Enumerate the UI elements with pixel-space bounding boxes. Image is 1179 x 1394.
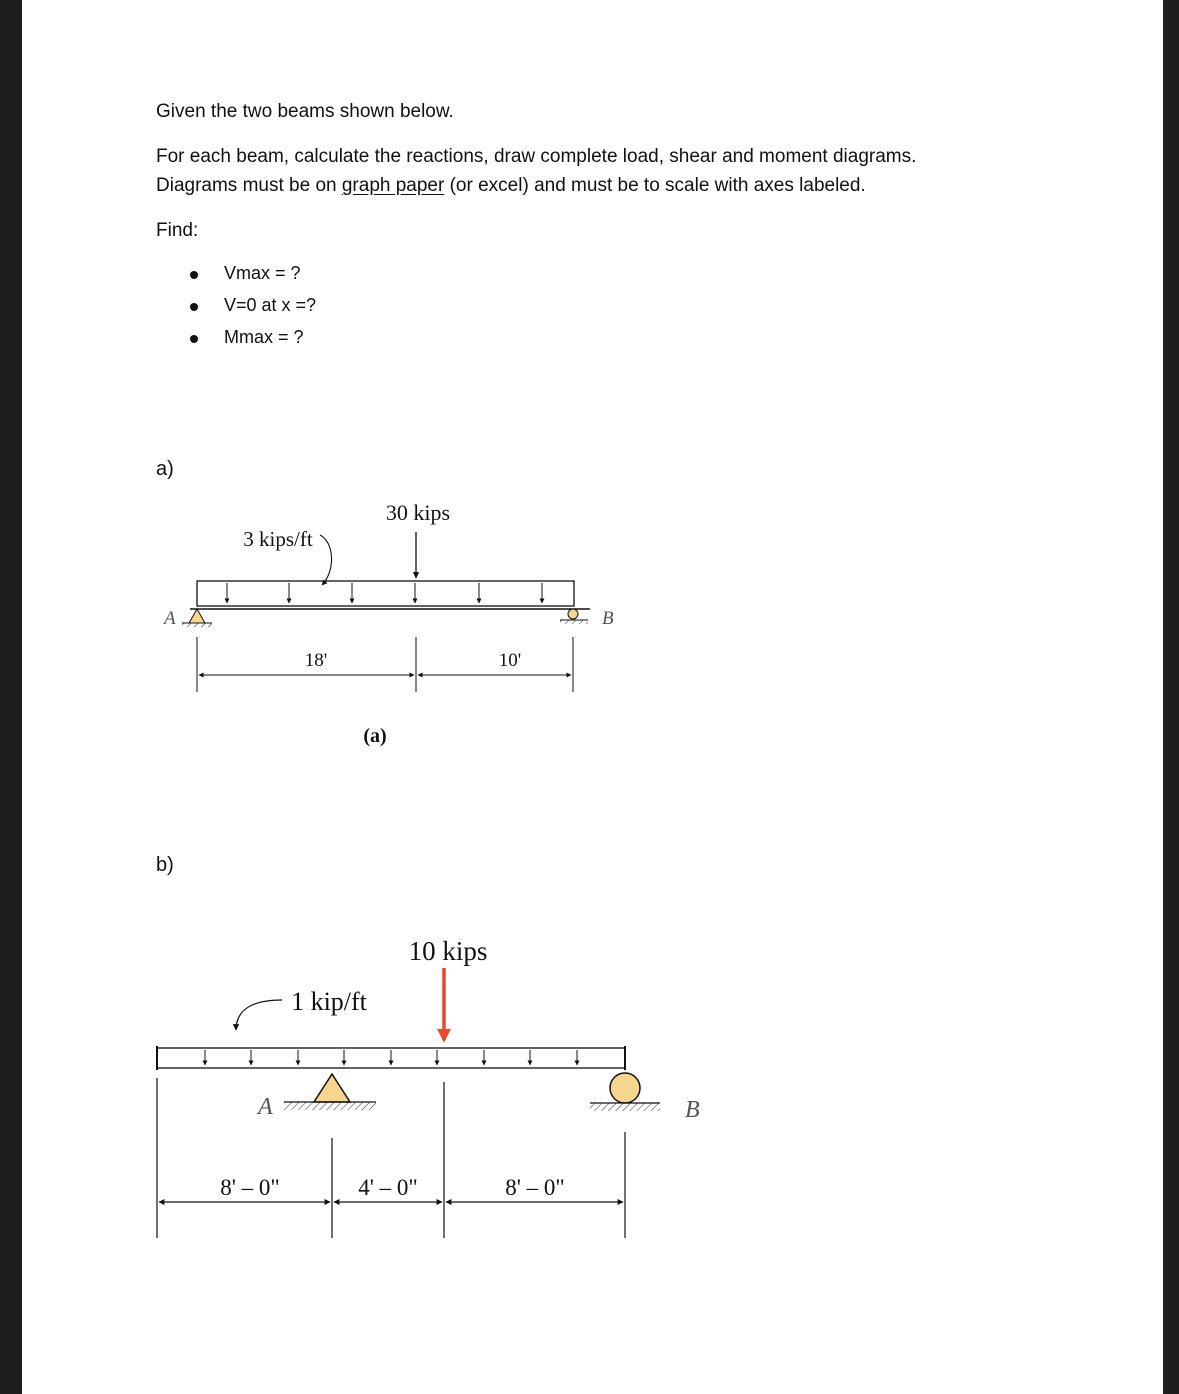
beam-a-support-a-label: A: [164, 608, 176, 629]
instruction-line-1: For each beam, calculate the reactions, draw complete load, shear and moment diagrams.: [156, 146, 917, 167]
ground-hatch-icon: [590, 1103, 660, 1111]
beam-b-span3-label: 8' – 0": [505, 1175, 565, 1200]
beam-b-dimensions: [157, 1078, 625, 1238]
beam-a-distributed-load-label: 3 kips/ft: [243, 527, 313, 551]
beam-a-load-arrows: [227, 583, 542, 603]
ground-hatch-icon: [182, 623, 212, 627]
ground-hatch-icon: [284, 1102, 376, 1110]
beam-a-caption: (a): [363, 725, 387, 747]
beam-a-span2-label: 10': [498, 650, 522, 671]
beam-b-figure: [157, 936, 700, 1238]
beam-b-distributed-load-label: 1 kip/ft: [291, 987, 367, 1016]
beam-b-support-a-label: A: [258, 1094, 273, 1120]
beam-b-span2-label: 4' – 0": [358, 1175, 418, 1200]
beam-a-distributed-load-box: [197, 581, 574, 606]
intro-text: Given the two beams shown below.: [156, 101, 454, 122]
beam-b-point-load-label: 10 kips: [408, 936, 488, 966]
beam-diagrams: [22, 0, 1163, 1394]
part-b-label: b): [156, 854, 174, 876]
beam-b-pin-support-icon: [314, 1074, 350, 1102]
beam-a-leader-icon: [320, 535, 332, 585]
beam-b-roller-support-icon: [610, 1073, 640, 1103]
instruction-line-2: Diagrams must be on graph paper (or excel) and must be to scale with axes labeled.: [156, 175, 866, 196]
graph-paper-text: graph paper: [341, 175, 445, 196]
part-a-label: a): [156, 458, 174, 480]
beam-a-span1-label: 18': [304, 650, 328, 671]
find-label: Find:: [156, 220, 199, 241]
beam-a-figure: [162, 500, 614, 747]
document-page: Given the two beams shown below. For each beam, calculate the reactions, draw complete load, shear and moment diagrams. Diagrams must be on graph paper (or excel) and must be to scale with axes labeled. Find: Vmax = ? V=0 at x =? Mmax = ? a) b) 30 kips 3 kips/ft A B 18' 10' (a) 10 kips 1 kip/ft A B 8' – 0" 4' – 0" 8' – 0": [22, 0, 1163, 1394]
beam-a-roller-support-icon: [568, 609, 578, 619]
beam-a-point-load-label: 30 kips: [385, 500, 451, 525]
beam-b-leader-icon: [236, 1000, 282, 1030]
beam-a-support-b-label: B: [602, 608, 614, 629]
beam-b-load-arrows: [205, 1050, 577, 1065]
beam-b-span1-label: 8' – 0": [220, 1175, 280, 1200]
beam-a-pin-support-icon: [189, 609, 205, 623]
beam-b-support-b-label: B: [685, 1097, 700, 1123]
ground-hatch-icon: [560, 620, 588, 624]
